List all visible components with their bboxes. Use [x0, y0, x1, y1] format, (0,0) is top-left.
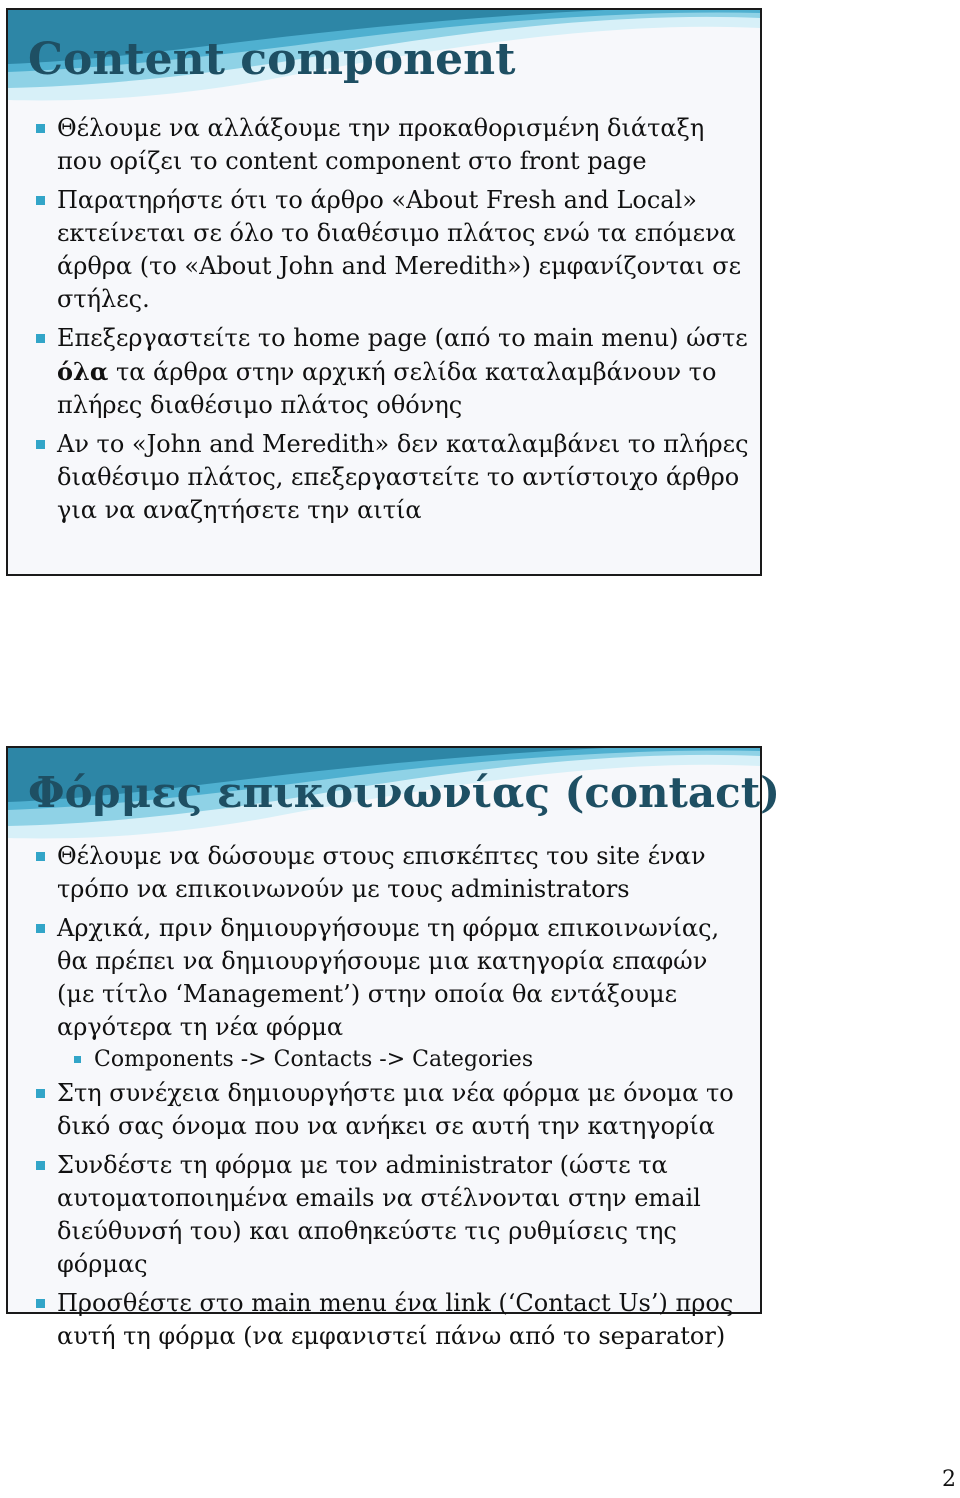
slide-title: Content component — [28, 34, 516, 85]
list-item: Αν το «John and Meredith» δεν καταλαμβάνει το πλήρες διαθέσιμο πλάτος, επεξεργαστείτε το αντίστοιχο άρθρο για να αναζητήσετε την αιτία — [8, 428, 760, 527]
list-item: Αρχικά, πριν δημιουργήσουμε τη φόρμα επικοινωνίας, θα πρέπει να δημιουργήσουμε μια κατηγορία επαφών (με τίτλο ‘Management’) στην οποία θα εντάξουμε αργότερα τη νέα φόρμα — [8, 912, 760, 1044]
emphasis-text: όλα — [57, 357, 109, 386]
bullet-text: τα άρθρα στην αρχική σελίδα καταλαμβάνουν το πλήρες διαθέσιμο πλάτος οθόνης — [57, 358, 717, 419]
slide-title: Φόρμες επικοινωνίας (contact) — [28, 768, 780, 817]
list-item: Στη συνέχεια δημιουργήστε μια νέα φόρμα με όνομα το δικό σας όνομα που να ανήκει σε αυτή την κατηγορία — [8, 1077, 760, 1143]
list-item: Θέλουμε να δώσουμε στους επισκέπτες του site έναν τρόπο να επικοινωνούν με τους administrators — [8, 840, 760, 906]
list-item: Συνδέστε τη φόρμα με τον administrator (ώστε τα αυτοματοποιημένα emails να στέλνονται στην email διεύθυνσή του) και αποθηκεύστε τις ρυθμίσεις της φόρμας — [8, 1149, 760, 1281]
slide-content-component — [6, 8, 762, 576]
bullet-text: Επεξεργαστείτε το home page (από το main menu) ώστε — [57, 324, 748, 352]
slide-contact-forms — [6, 746, 780, 1350]
list-item — [8, 322, 760, 422]
bullet-list — [8, 840, 760, 1359]
list-item: Θέλουμε να αλλάξουμε την προκαθορισμένη διάταξη που ορίζει το content component στο front page — [8, 112, 760, 178]
list-item: Προσθέστε στο main menu ένα link (‘Contact Us’) προς αυτή τη φόρμα (να εμφανιστεί πάνω από το separator) — [8, 1287, 760, 1353]
list-item: Παρατηρήστε ότι το άρθρο «About Fresh and Local» εκτείνεται σε όλο το διαθέσιμο πλάτος ενώ τα επόμενα άρθρα (το «About John and Meredith») εμφανίζονται σε στήλες. — [8, 184, 760, 316]
bullet-list — [8, 112, 760, 533]
sub-list-item: Components -> Contacts -> Categories — [8, 1044, 760, 1075]
page-number: 2 — [942, 1467, 956, 1492]
